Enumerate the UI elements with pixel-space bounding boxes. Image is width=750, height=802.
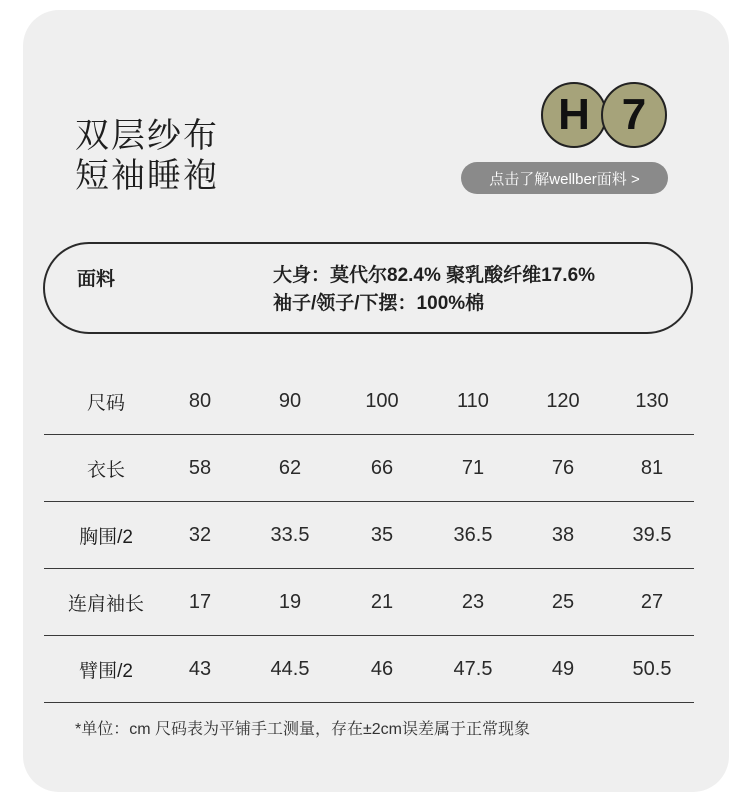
learn-fabric-link[interactable]: 点击了解wellber面料 > bbox=[461, 162, 668, 194]
row-label: 臂围/2 bbox=[79, 660, 133, 682]
size-table bbox=[44, 368, 694, 703]
title-line-1: 双层纱布 bbox=[75, 117, 219, 155]
table-cell: 21 bbox=[370, 590, 394, 613]
table-cell: 27 bbox=[640, 590, 664, 613]
table-cell: 39.5 bbox=[632, 523, 672, 546]
table-cell: 46 bbox=[370, 657, 394, 680]
row-label: 胸围/2 bbox=[79, 526, 133, 548]
table-cell: 50.5 bbox=[632, 657, 672, 680]
table-cell: 110 bbox=[457, 389, 489, 412]
table-cell: 19 bbox=[278, 590, 302, 613]
table-cell: 36.5 bbox=[453, 523, 493, 546]
fabric-line-trim: 袖子/领子/下摆：100%棉 bbox=[273, 293, 485, 314]
table-row-length bbox=[44, 435, 694, 502]
table-cell: 76 bbox=[551, 456, 575, 479]
table-cell: 47.5 bbox=[453, 657, 493, 680]
table-cell: 80 bbox=[188, 389, 212, 412]
fabric-composition bbox=[273, 262, 595, 318]
row-label: 尺码 bbox=[86, 392, 125, 414]
table-cell: 32 bbox=[188, 523, 212, 546]
fabric-line-body: 大身：莫代尔82.4% 聚乳酸纤维17.6% bbox=[273, 265, 596, 286]
table-cell: 43 bbox=[188, 657, 212, 680]
measurement-note: *单位：cm 尺码表为平铺手工测量，存在±2cm误差属于正常现象 bbox=[75, 721, 531, 738]
fabric-info-box bbox=[43, 242, 693, 334]
table-cell: 33.5 bbox=[270, 523, 310, 546]
table-row-chest bbox=[44, 502, 694, 569]
table-cell: 120 bbox=[546, 389, 580, 412]
table-row-sleeve bbox=[44, 569, 694, 636]
table-cell: 25 bbox=[551, 590, 575, 613]
series-badge-number: 7 bbox=[601, 82, 667, 148]
table-cell: 49 bbox=[551, 657, 575, 680]
table-row-size bbox=[44, 368, 694, 435]
series-badge-letter: H bbox=[541, 82, 607, 148]
table-cell: 23 bbox=[461, 590, 485, 613]
table-cell: 58 bbox=[188, 456, 212, 479]
row-label: 连肩袖长 bbox=[67, 593, 144, 615]
table-cell: 100 bbox=[365, 389, 399, 412]
table-cell: 44.5 bbox=[270, 657, 310, 680]
table-cell: 66 bbox=[370, 456, 394, 479]
table-cell: 35 bbox=[370, 523, 394, 546]
table-cell: 17 bbox=[188, 590, 212, 613]
product-title bbox=[75, 116, 219, 196]
title-line-2: 短袖睡袍 bbox=[75, 157, 219, 195]
table-cell: 71 bbox=[461, 456, 485, 479]
table-cell: 130 bbox=[635, 389, 669, 412]
table-cell: 81 bbox=[640, 456, 664, 479]
table-cell: 38 bbox=[551, 523, 575, 546]
row-label: 衣长 bbox=[86, 459, 125, 481]
table-cell: 62 bbox=[278, 456, 302, 479]
fabric-label: 面料 bbox=[77, 269, 116, 290]
table-cell: 90 bbox=[278, 389, 302, 412]
table-row-arm bbox=[44, 636, 694, 703]
